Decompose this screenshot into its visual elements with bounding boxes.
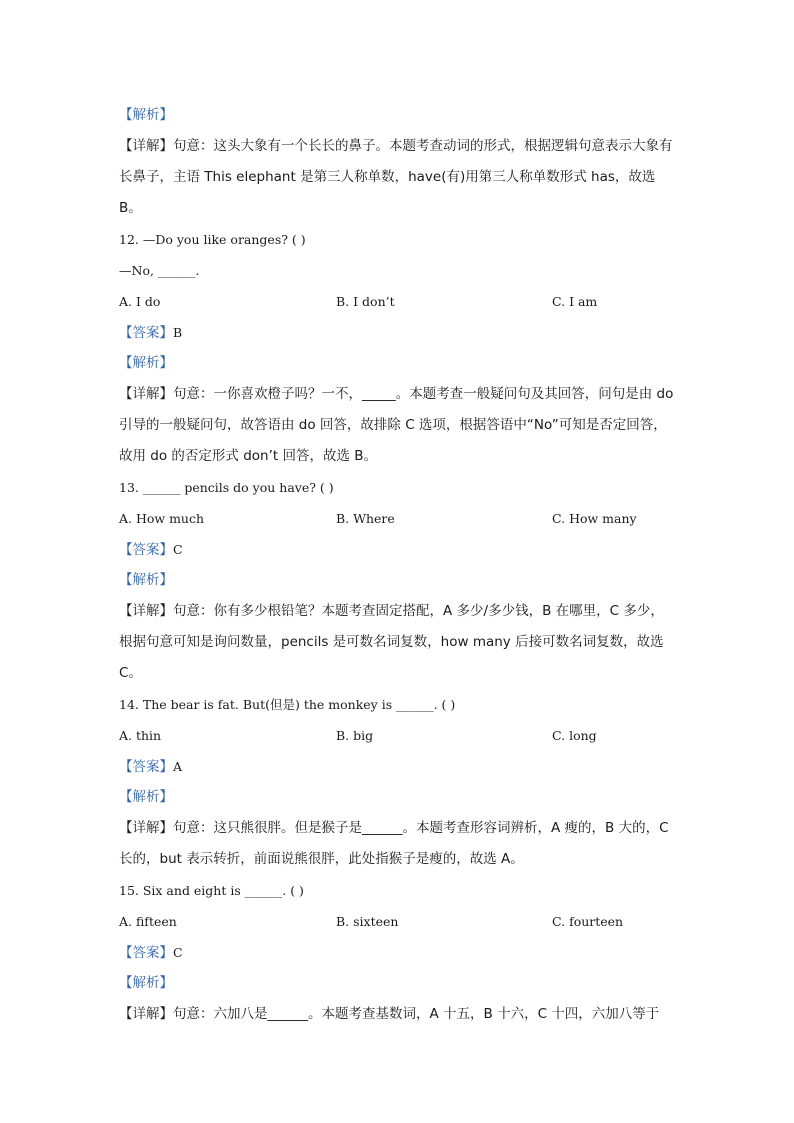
- q14-option-a: A. thin: [119, 728, 162, 743]
- q13-detail: 【详解】句意：你有多少根铅笔？本题考查固定搭配，A 多少/多少钱，B 在哪里，C 多少，根据句意可知是询问数量，pencils 是可数名词复数，how many 后接可数名词复数，故选 C。: [119, 603, 664, 681]
- q15-option-b: B. sixteen: [336, 914, 399, 929]
- q15-options: [119, 906, 679, 937]
- q12-detail: 【详解】句意：一你喜欢橙子吗？一不，_____。本题考查一般疑问句及其回答，问句是由 do 引导的一般疑问句，故答语由 do 回答，故排除 C 选项，根据答语中“No”可知是否定回答，故用 do 的否定形式 don’t 回答，故选 B。: [119, 386, 674, 464]
- analysis-label: 【解析】: [119, 355, 173, 371]
- analysis-label: 【解析】: [119, 572, 173, 588]
- q12-option-a: A. I do: [119, 294, 161, 309]
- q12-options: [119, 286, 679, 317]
- q13-options: [119, 503, 679, 534]
- q12-answer: B: [173, 325, 183, 340]
- q13-option-b: B. Where: [336, 511, 395, 526]
- q15-option-c: C. fourteen: [552, 914, 624, 929]
- q15-option-a: A. fifteen: [119, 914, 177, 929]
- q15-question: 15. Six and eight is ______. ( ): [119, 883, 304, 898]
- analysis-label: 【解析】: [119, 789, 173, 805]
- q13-answer-row: [119, 534, 679, 565]
- q11-detail: 【详解】句意：这头大象有一个长长的鼻子。本题考查动词的形式，根据逻辑句意表示大象有长鼻子，主语 This elephant 是第三人称单数，have(有)用第三人称单数形式 has，故选 B。: [119, 138, 673, 216]
- q12-option-b: B. I don’t: [336, 294, 395, 309]
- q13-answer: C: [173, 542, 183, 557]
- q15-detail: 【详解】句意：六加八是______。本题考查基数词，A 十五，B 十六，C 十四，六加八等于: [119, 1006, 660, 1022]
- q12-answer-row: [119, 317, 679, 348]
- analysis-label: 【解析】: [119, 107, 173, 123]
- answer-label: 【答案】: [119, 759, 173, 775]
- q14-options: [119, 720, 679, 751]
- q14-question: 14. The bear is fat. But(但是) the monkey is ______. ( ): [119, 697, 456, 712]
- q14-option-b: B. big: [336, 728, 374, 743]
- q13-option-a: A. How much: [119, 511, 205, 526]
- q15-answer: C: [173, 945, 183, 960]
- answer-label: 【答案】: [119, 945, 173, 961]
- answer-label: 【答案】: [119, 542, 173, 558]
- q15-answer-row: [119, 937, 679, 968]
- q13-option-c: C. How many: [552, 511, 637, 526]
- document-page: [119, 100, 679, 1030]
- q14-answer-row: [119, 751, 679, 782]
- q14-option-c: C. long: [552, 728, 597, 743]
- q13-question: 13. ______ pencils do you have? ( ): [119, 480, 334, 495]
- q12-reply: —No, ______.: [119, 263, 200, 278]
- analysis-label: 【解析】: [119, 975, 173, 991]
- answer-label: 【答案】: [119, 325, 173, 341]
- q12-option-c: C. I am: [552, 294, 598, 309]
- q14-answer: A: [173, 759, 183, 774]
- q12-question: 12. —Do you like oranges? ( ): [119, 232, 306, 247]
- q14-detail: 【详解】句意：这只熊很胖。但是猴子是______。本题考查形容词辨析，A 瘦的，B 大的，C 长的，but 表示转折，前面说熊很胖，此处指猴子是瘦的，故选 A。: [119, 820, 669, 867]
